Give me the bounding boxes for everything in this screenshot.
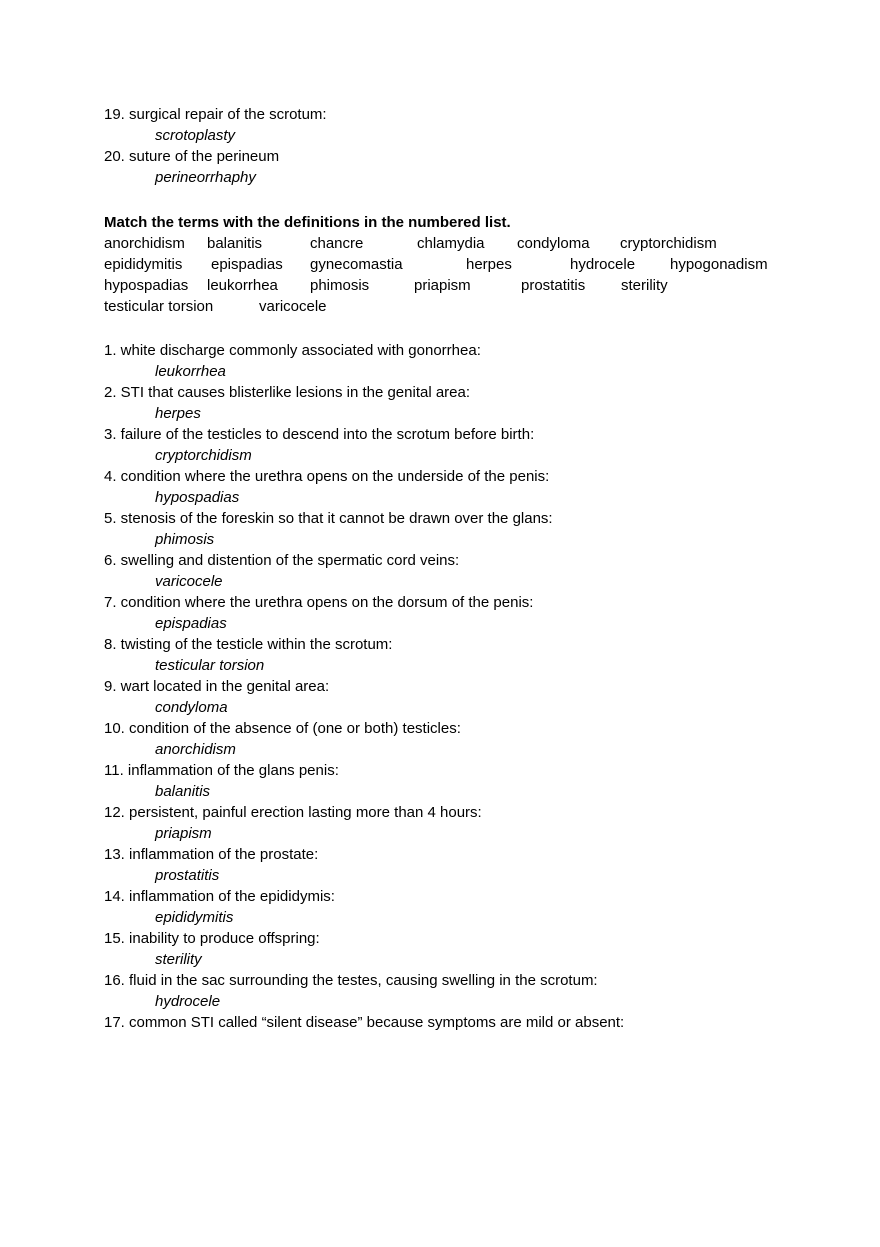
answer: priapism — [155, 825, 212, 842]
word-bank-term: chancre — [310, 235, 364, 252]
word-bank-term: testicular torsion — [104, 298, 214, 315]
answer: condyloma — [155, 699, 228, 716]
answer: phimosis — [155, 531, 215, 548]
word-bank-term: epispadias — [211, 256, 283, 273]
word-bank-row — [104, 275, 824, 296]
word-bank-term: hydrocele — [570, 256, 636, 273]
question: 14. inflammation of the epididymis: — [104, 888, 335, 905]
word-bank-term: gynecomastia — [310, 256, 403, 273]
answer: herpes — [155, 405, 201, 422]
word-bank-term: leukorrhea — [207, 277, 278, 294]
answer: varicocele — [155, 573, 223, 590]
word-bank-row — [104, 254, 824, 275]
question: 8. twisting of the testicle within the scrotum: — [104, 636, 393, 653]
question: 16. fluid in the sac surrounding the testes, causing swelling in the scrotum: — [104, 972, 598, 989]
word-bank-term: priapism — [414, 277, 471, 294]
question: 20. suture of the perineum — [104, 148, 280, 165]
word-bank-term: hypospadias — [104, 277, 189, 294]
answer: leukorrhea — [155, 363, 226, 380]
answer: anorchidism — [155, 741, 236, 758]
answer: perineorrhaphy — [155, 169, 256, 186]
question: 4. condition where the urethra opens on the underside of the penis: — [104, 468, 550, 485]
question: 7. condition where the urethra opens on the dorsum of the penis: — [104, 594, 534, 611]
question: 2. STI that causes blisterlike lesions in the genital area: — [104, 384, 471, 401]
answer: sterility — [155, 951, 202, 968]
definition-list — [104, 340, 824, 1033]
word-bank-term: condyloma — [517, 235, 590, 252]
answer: hydrocele — [155, 993, 221, 1010]
question: 13. inflammation of the prostate: — [104, 846, 319, 863]
word-bank-term: cryptorchidism — [620, 235, 717, 252]
word-bank-term: chlamydia — [417, 235, 485, 252]
question: 19. surgical repair of the scrotum: — [104, 106, 327, 123]
word-bank-term: phimosis — [310, 277, 370, 294]
word-bank-term: varicocele — [259, 298, 327, 315]
question: 15. inability to produce offspring: — [104, 930, 320, 947]
instruction-heading: Match the terms with the definitions in the numbered list. — [104, 214, 511, 231]
word-bank-row — [104, 296, 824, 317]
answer: testicular torsion — [155, 657, 265, 674]
word-bank-row — [104, 233, 824, 254]
word-bank-term: sterility — [621, 277, 668, 294]
question: 12. persistent, painful erection lasting more than 4 hours: — [104, 804, 482, 821]
question: 17. common STI called “silent disease” because symptoms are mild or absent: — [104, 1014, 625, 1031]
word-bank — [104, 233, 824, 317]
word-bank-term: epididymitis — [104, 256, 183, 273]
word-bank-term: prostatitis — [521, 277, 586, 294]
answer: epididymitis — [155, 909, 234, 926]
word-bank-term: hypogonadism — [670, 256, 768, 273]
question: 9. wart located in the genital area: — [104, 678, 330, 695]
question: 3. failure of the testicles to descend into the scrotum before birth: — [104, 426, 535, 443]
word-bank-term: herpes — [466, 256, 512, 273]
spacer — [104, 188, 824, 209]
answer: prostatitis — [155, 867, 220, 884]
answer: hypospadias — [155, 489, 240, 506]
answer: cryptorchidism — [155, 447, 252, 464]
question: 11. inflammation of the glans penis: — [104, 762, 339, 779]
intro-section — [104, 104, 824, 188]
answer: scrotoplasty — [155, 127, 236, 144]
question: 6. swelling and distention of the spermatic cord veins: — [104, 552, 460, 569]
document-body — [104, 104, 824, 1033]
answer: epispadias — [155, 615, 227, 632]
question: 1. white discharge commonly associated with gonorrhea: — [104, 342, 481, 359]
word-bank-term: anorchidism — [104, 235, 185, 252]
answer: balanitis — [155, 783, 211, 800]
question: 10. condition of the absence of (one or both) testicles: — [104, 720, 461, 737]
question: 5. stenosis of the foreskin so that it cannot be drawn over the glans: — [104, 510, 553, 527]
word-bank-term: balanitis — [207, 235, 263, 252]
